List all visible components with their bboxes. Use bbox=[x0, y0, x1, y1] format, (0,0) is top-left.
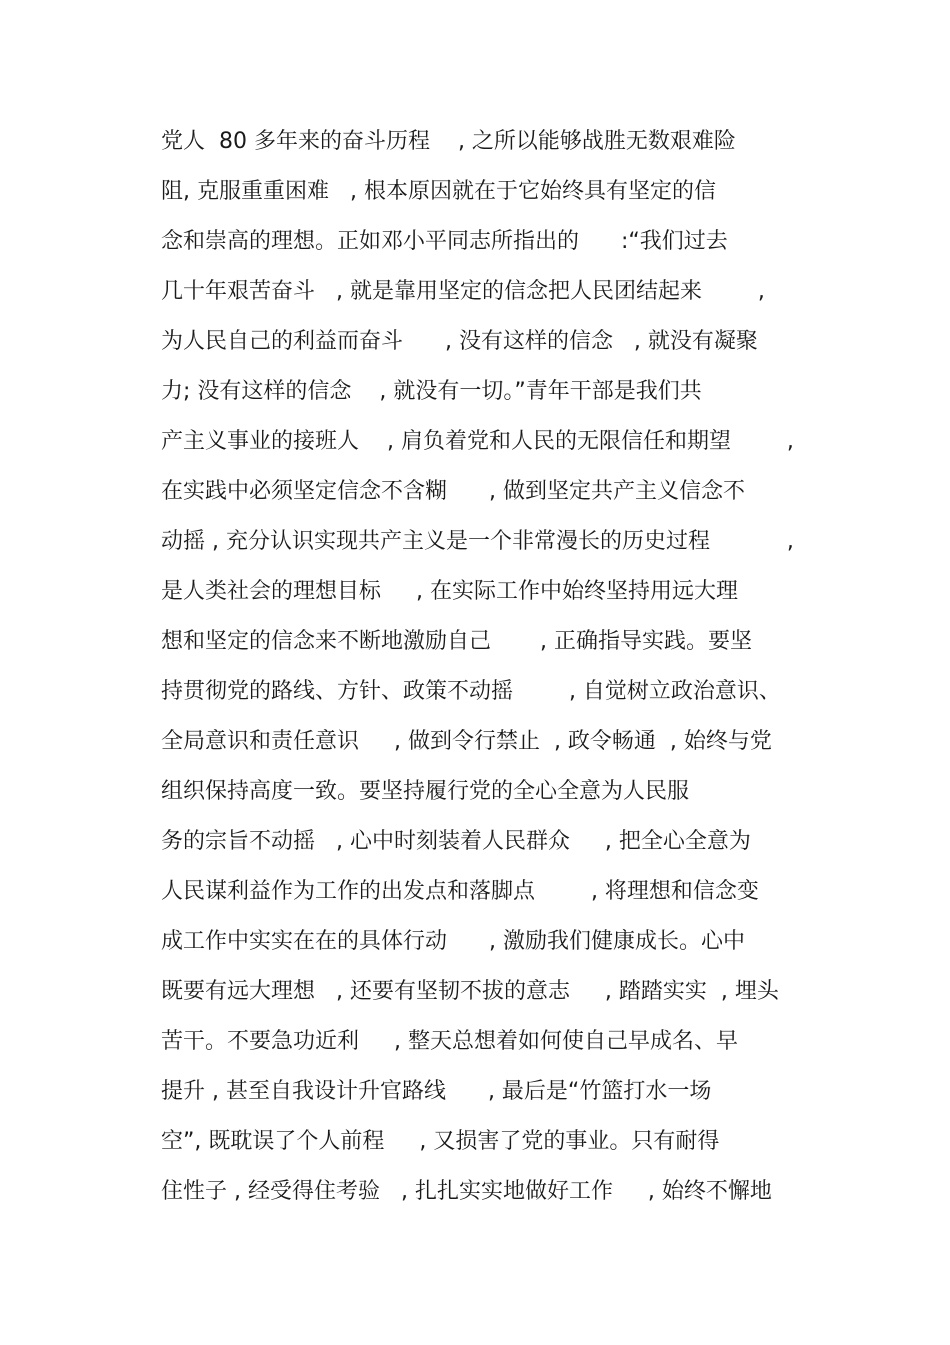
text-line: 几十年艰苦奋斗 , 就是靠用坚定的信念把人民团结起来 , bbox=[161, 279, 765, 304]
text-line: 住性子 , 经受得住考验 , 扎扎实实地做好工作 , 始终不懈地 bbox=[161, 1179, 772, 1204]
text-line: 空”, 既耽误了个人前程 , 又损害了党的事业。只有耐得 bbox=[161, 1129, 720, 1154]
text-line: 在实践中必须坚定信念不含糊 , 做到坚定共产主义信念不 bbox=[161, 479, 745, 504]
text-line: 提升 , 甚至自我设计升官路线 , 最后是“竹篮打水一场 bbox=[161, 1079, 712, 1104]
text-line: 为人民自己的利益而奋斗 , 没有这样的信念 , 就没有凝聚 bbox=[161, 329, 758, 354]
text-line: 动摇 , 充分认识实现共产主义是一个非常漫长的历史过程 , bbox=[161, 529, 794, 554]
text-line: 既要有远大理想 , 还要有坚韧不拔的意志 , 踏踏实实 , 埋头 bbox=[161, 979, 779, 1004]
text-line: 人民谋利益作为工作的出发点和落脚点 , 将理想和信念变 bbox=[161, 879, 759, 904]
text-line: 力; 没有这样的信念 , 就没有一切。”青年干部是我们共 bbox=[161, 379, 702, 404]
text-line: 念和崇高的理想。正如邓小平同志所指出的 :“我们过去 bbox=[161, 229, 728, 254]
text-line: 阻, 克服重重困难 , 根本原因就在于它始终具有坚定的信 bbox=[161, 179, 716, 204]
text-line: 务的宗旨不动摇 , 心中时刻装着人民群众 , 把全心全意为 bbox=[161, 829, 751, 854]
text-line: 苦干。不要急功近利 , 整天总想着如何使自己早成名、早 bbox=[161, 1029, 738, 1054]
text-line: 是人类社会的理想目标 , 在实际工作中始终坚持用远大理 bbox=[161, 579, 738, 604]
text-line: 持贯彻党的路线、方针、政策不动摇 , 自觉树立政治意识、 bbox=[161, 679, 781, 704]
text-line: 党人 80 多年来的奋斗历程 , 之所以能够战胜无数艰难险 bbox=[161, 129, 736, 154]
text-line: 全局意识和责任意识 , 做到令行禁止 , 政令畅通 , 始终与党 bbox=[161, 729, 772, 754]
text-line: 想和坚定的信念来不断地激励自己 , 正确指导实践。要坚 bbox=[161, 629, 752, 654]
text-line: 组织保持高度一致。要坚持履行党的全心全意为人民服 bbox=[161, 779, 690, 804]
text-line: 产主义事业的接班人 , 肩负着党和人民的无限信任和期望 , bbox=[161, 429, 794, 454]
text-line: 成工作中实实在在的具体行动 , 激励我们健康成长。心中 bbox=[161, 929, 745, 954]
